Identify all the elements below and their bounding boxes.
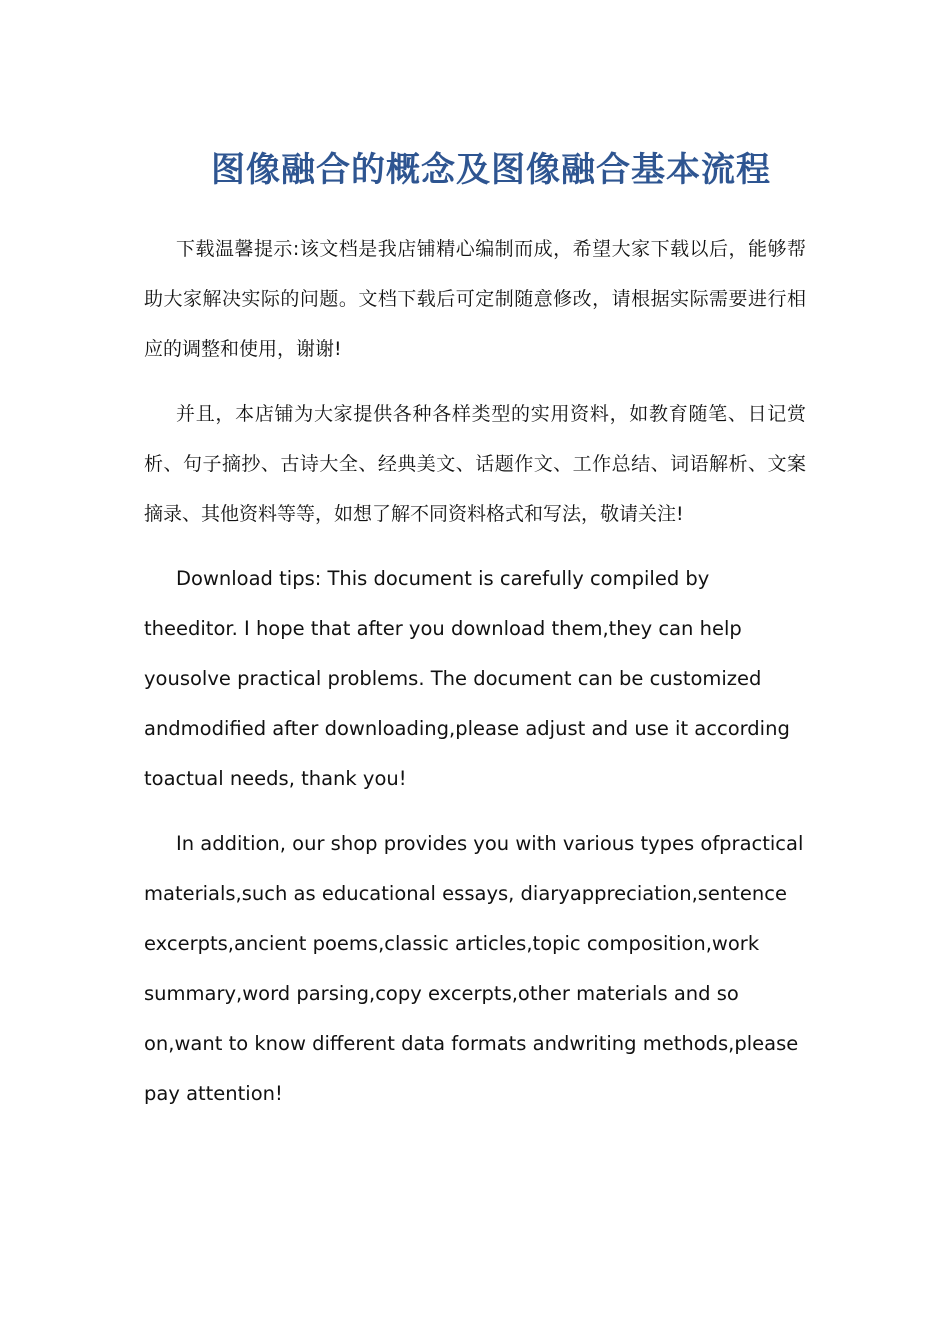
shop-info-paragraph-en: In addition, our shop provides you with various types ofpractical materials,such as educational essays, diaryappreciation,sentence excerpts,ancient poems,classic articles,topic composition,work summary,word parsing,copy excerpts,other materials and so on,want to know different data formats andwriting methods,please pay attention!: [144, 832, 804, 1105]
download-tip-paragraph-zh: 下载温馨提示:该文档是我店铺精心编制而成，希望大家下载以后，能够帮助大家解决实际的问题。文档下载后可定制随意修改，请根据实际需要进行相应的调整和使用，谢谢!: [144, 238, 806, 360]
shop-info-paragraph-zh: 并且，本店铺为大家提供各种各样类型的实用资料，如教育随笔、日记赏析、句子摘抄、古诗大全、经典美文、话题作文、工作总结、词语解析、文案摘录、其他资料等等，如想了解不同资料格式和写法，敬请关注!: [144, 403, 806, 525]
download-tip-paragraph-en: Download tips: This document is carefully compiled by theeditor. I hope that after you download them,they can help yousolve practical problems. The document can be customized andmodified after downloading,please adjust and use it according toactual needs, thank you!: [144, 567, 790, 790]
document-title: 图像融合的概念及图像融合基本流程: [211, 150, 771, 190]
